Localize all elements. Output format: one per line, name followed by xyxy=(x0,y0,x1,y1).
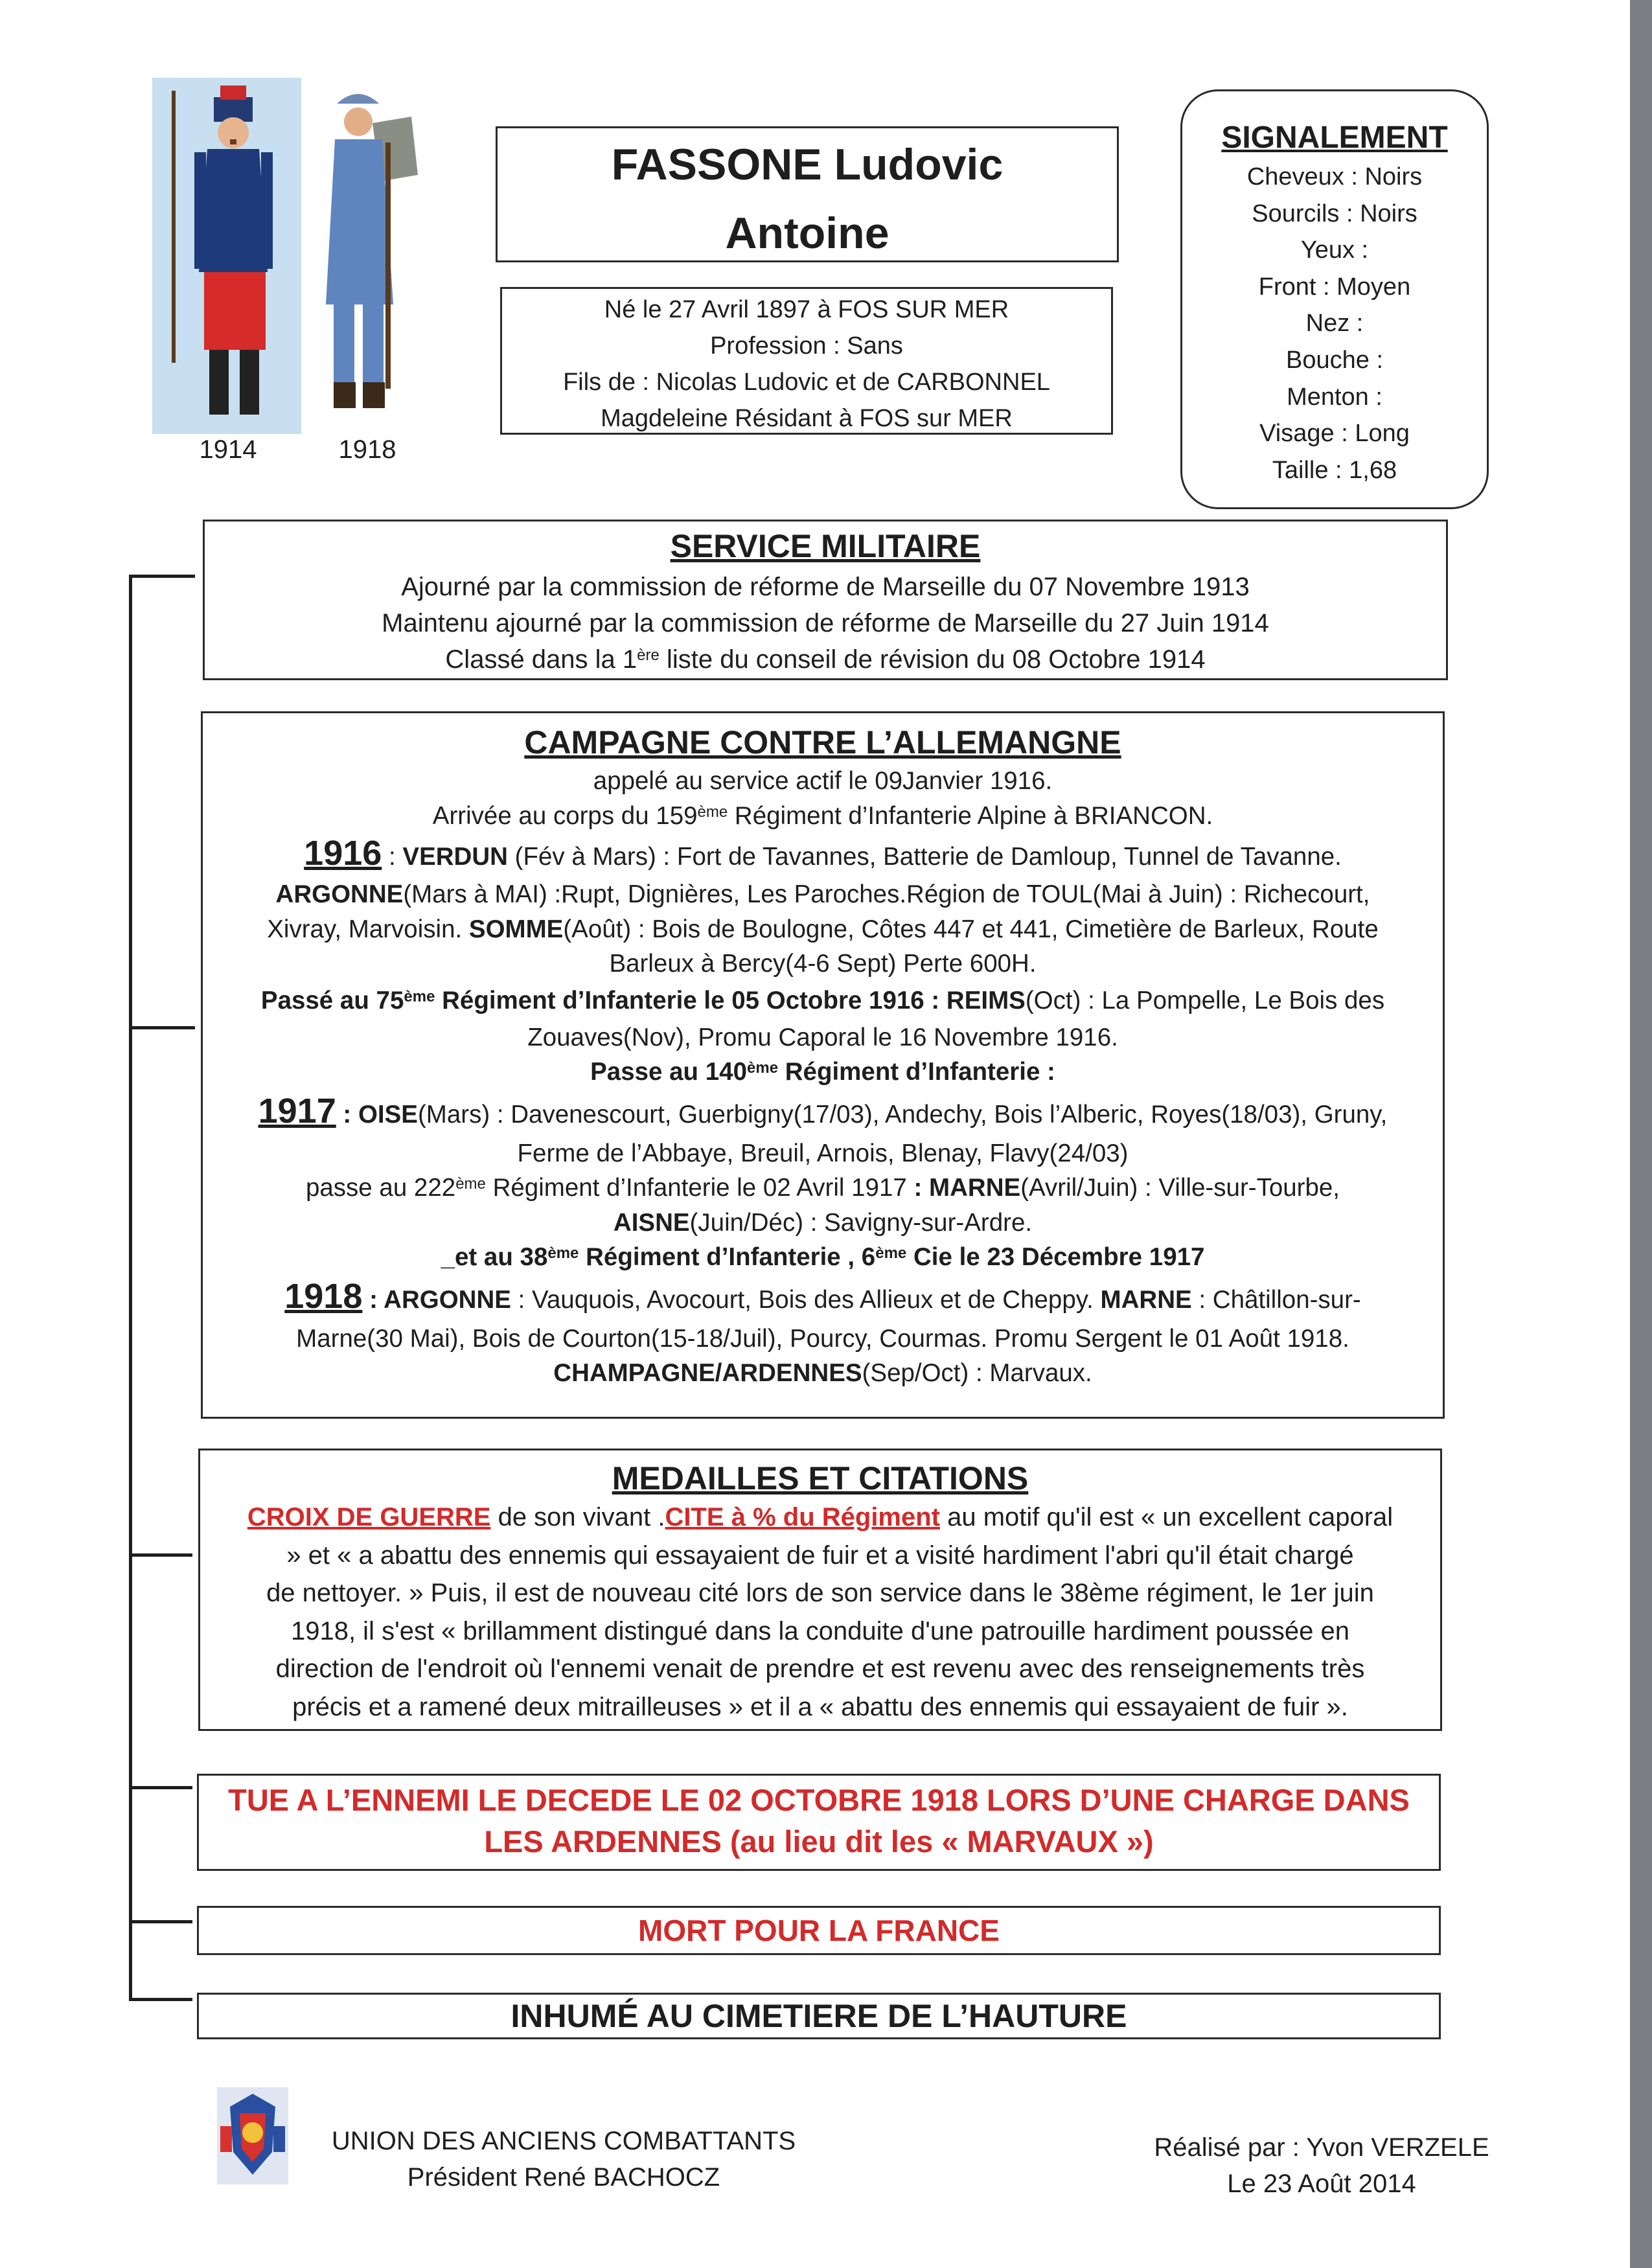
citation-regiment: CITE à % du Régiment xyxy=(665,1503,940,1531)
year-label-1914: 1914 xyxy=(199,435,257,464)
sig-front: Front : Moyen xyxy=(1258,273,1411,301)
service-line1: Ajourné par la commission de réforme de Marseille du 07 Novembre 1913 xyxy=(401,573,1250,601)
campagne-aisne: AISNE(Juin/Déc) : Savigny-sur-Ardre. xyxy=(613,1208,1033,1237)
union-footer xyxy=(311,2123,816,2195)
timeline-branch-medailles xyxy=(129,1553,192,1557)
campagne-champagne: CHAMPAGNE/ARDENNES(Sep/Oct) : Marvaux. xyxy=(553,1359,1092,1387)
medailles-line1: CROIX DE GUERRE de son vivant .CITE à % du Régiment au motif qu'il est « un excellent caporal xyxy=(247,1503,1394,1531)
soldier-1914-illustration xyxy=(152,78,437,434)
tue-line1: TUE A L’ENNEMI LE DECEDE LE 02 OCTOBRE 1918 LORS D’UNE CHARGE DANS xyxy=(228,1783,1410,1817)
medailles-line6: précis et a ramené deux mitrailleuses » et il a « abattu des ennemis qui essayaient de fuir ». xyxy=(292,1692,1348,1721)
inhume-text: INHUMÉ AU CIMETIERE DE L’HAUTURE xyxy=(511,1998,1127,2034)
campagne-38e-regiment: _et au 38ème Régiment d’Infanterie , 6ème Cie le 23 Décembre 1917 xyxy=(441,1243,1205,1271)
campagne-1916-verdun: 1916 : VERDUN (Fév à Mars) : Fort de Tavannes, Batterie de Damloup, Tunnel de Tavanne. xyxy=(304,834,1342,873)
campagne-1917-oise: 1917 : OISE(Mars) : Davenescourt, Guerbigny(17/03), Andechy, Bois l’Alberic, Royes(18/03), Gruny, xyxy=(258,1091,1388,1130)
campagne-title: CAMPAGNE CONTRE L’ALLEMANGNE xyxy=(524,724,1121,761)
medailles-box xyxy=(198,1449,1442,1731)
mort-pour-la-france-box xyxy=(197,1906,1441,1955)
inhume-box xyxy=(197,1993,1441,2039)
signalement-box xyxy=(1180,89,1489,509)
union-line2: Président René BACHOCZ xyxy=(407,2163,720,2192)
croix-de-guerre: CROIX DE GUERRE xyxy=(247,1503,491,1531)
residence-line: Magdeleine Résidant à FOS sur MER xyxy=(601,405,1013,432)
campagne-line2: Arrivée au corps du 159ème Régiment d’Infanterie Alpine à BRIANCON. xyxy=(432,801,1213,830)
realise-line1: Réalisé par : Yvon VERZELE xyxy=(1154,2133,1489,2162)
campagne-abbaye: Ferme de l’Abbaye, Breuil, Arnois, Blenay, Flavy(24/03) xyxy=(517,1139,1129,1167)
timeline-branch-mort xyxy=(129,1920,192,1923)
timeline-branch-tue xyxy=(129,1786,192,1789)
tue-ennemi-box xyxy=(197,1774,1441,1871)
birth-line: Né le 27 Avril 1897 à FOS SUR MER xyxy=(604,296,1009,323)
timeline-branch-service xyxy=(129,575,195,578)
mort-text: MORT POUR LA FRANCE xyxy=(638,1914,1000,1947)
sig-menton: Menton : xyxy=(1287,383,1382,411)
tue-line2: LES ARDENNES (au lieu dit les « MARVAUX ») xyxy=(484,1824,1154,1859)
campagne-box xyxy=(201,711,1445,1419)
medailles-line2: » et « a abattu des ennemis qui essayaient de fuir et a visité hardiment l'abri qu'il était chargé xyxy=(286,1541,1354,1570)
page-edge xyxy=(1630,0,1652,2268)
union-line1: UNION DES ANCIENS COMBATTANTS xyxy=(331,2127,796,2155)
sig-visage: Visage : Long xyxy=(1259,420,1410,448)
sig-sourcils: Sourcils : Noirs xyxy=(1252,200,1417,227)
realise-line2: Le 23 Août 2014 xyxy=(1227,2170,1416,2198)
sig-bouche: Bouche : xyxy=(1286,346,1383,374)
campagne-140e-regiment: Passe au 140ème Régiment d’Infanterie : xyxy=(590,1058,1055,1086)
campagne-line1: appelé au service actif le 09Janvier 1916. xyxy=(593,767,1053,795)
medailles-line3: de nettoyer. » Puis, il est de nouveau cité lors de son service dans le 38ème régiment, le 1er juin xyxy=(266,1579,1374,1607)
service-title: SERVICE MILITAIRE xyxy=(670,528,981,564)
campagne-75e-regiment: Passé au 75ème Régiment d’Infanterie le 05 Octobre 1916 : REIMS(Oct) : La Pompelle, Le Bois des xyxy=(260,986,1385,1014)
campagne-somme: Xivray, Marvoisin. SOMME(Août) : Bois de Boulogne, Côtes 447 et 441, Cimetière de Barleux, Route xyxy=(267,915,1379,943)
union-combattants-crest-icon xyxy=(217,2087,288,2184)
campagne-argonne-1916: ARGONNE(Mars à MAI) :Rupt, Dignières, Les Paroches.Région de TOUL(Mai à Juin) : Richecourt, xyxy=(275,880,1370,908)
campagne-marne-1918: Marne(30 Mai), Bois de Courton(15-18/Juil), Pourcy, Courmas. Promu Sergent le 01 Août 1918. xyxy=(296,1324,1349,1353)
year-label-1918: 1918 xyxy=(338,435,396,464)
birth-info-box xyxy=(500,287,1113,435)
service-line3: Classé dans la 1ère liste du conseil de révision du 08 Octobre 1914 xyxy=(445,645,1206,674)
name-line1: FASSONE Ludovic xyxy=(611,140,1004,189)
signalement-title: SIGNALEMENT xyxy=(1221,120,1448,155)
sig-taille: Taille : 1,68 xyxy=(1272,456,1397,484)
parents-line: Fils de : Nicolas Ludovic et de CARBONNEL xyxy=(563,369,1050,396)
campagne-barleux: Barleux à Bercy(4-6 Sept) Perte 600H. xyxy=(609,950,1037,978)
profession-line: Profession : Sans xyxy=(710,332,903,360)
campagne-1918-argonne: 1918 : ARGONNE : Vauquois, Avocourt, Bois des Allieux et de Cheppy. MARNE : Châtillon-sur- xyxy=(284,1276,1361,1316)
service-line2: Maintenu ajourné par la commission de réforme de Marseille du 27 Juin 1914 xyxy=(382,609,1269,637)
service-militaire-box xyxy=(203,520,1448,680)
timeline-branch-campagne xyxy=(129,1026,195,1029)
sig-cheveux: Cheveux : Noirs xyxy=(1246,163,1423,190)
timeline-branch-inhume xyxy=(129,1998,192,2001)
medailles-title: MEDAILLES ET CITATIONS xyxy=(612,1460,1029,1496)
medailles-line5: direction de l'endroit où l'ennemi venait de prendre et est revenu avec des renseignements très xyxy=(275,1655,1365,1683)
medailles-line4: 1918, il s'est « brillamment distingué dans la conduite d'une patrouille hardiment poussée en xyxy=(290,1616,1350,1645)
name-line2: Antoine xyxy=(725,209,889,258)
sig-nez: Nez : xyxy=(1305,310,1364,338)
name-box xyxy=(496,126,1119,262)
campagne-222e-regiment: passe au 222ème Régiment d’Infanterie le 02 Avril 1917 : MARNE(Avril/Juin) : Ville-sur-Tourbe, xyxy=(305,1174,1340,1202)
campagne-zouaves: Zouaves(Nov), Promu Caporal le 16 Novembre 1916. xyxy=(527,1023,1118,1051)
sig-yeux: Yeux : xyxy=(1300,236,1369,264)
realise-footer xyxy=(1147,2129,1497,2202)
